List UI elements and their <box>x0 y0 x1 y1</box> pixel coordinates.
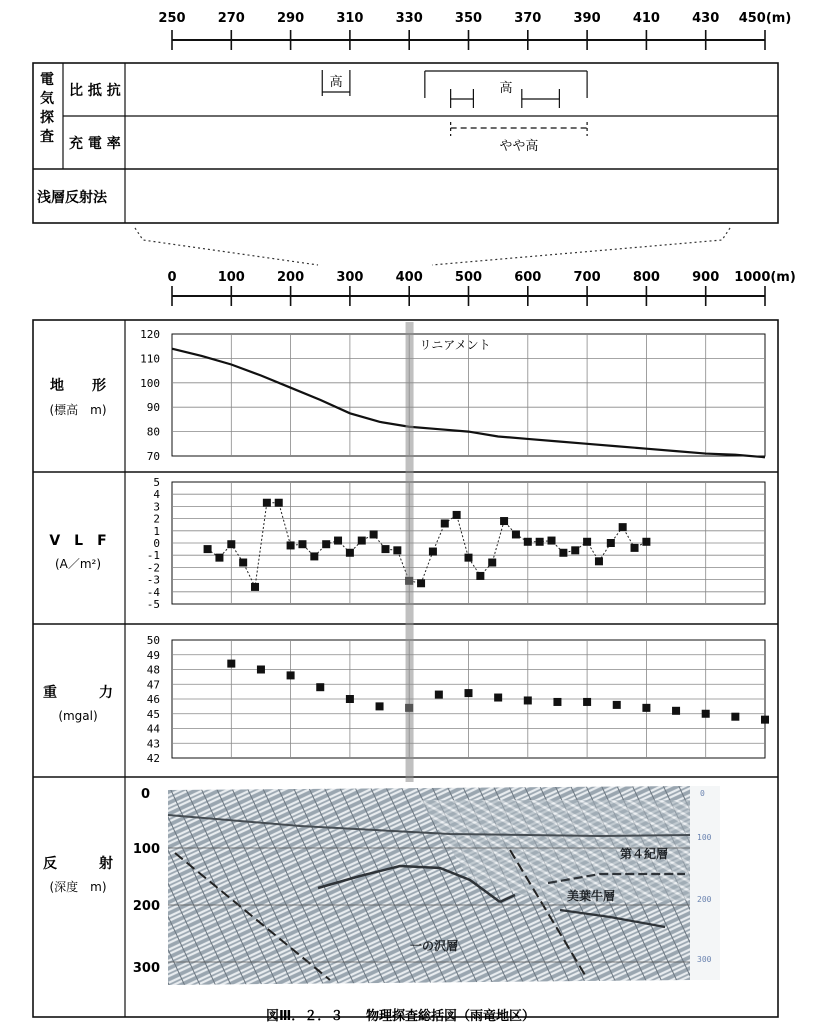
y-tick-label: 49 <box>146 648 160 662</box>
figure-number: 図Ⅲ．２．３ <box>266 1009 344 1024</box>
figure-title: 物理探査総括図（雨竜地区） <box>366 1009 536 1024</box>
vlf-point <box>571 546 579 554</box>
gravity-point <box>613 701 621 709</box>
electrical-group-label <box>40 71 54 145</box>
y-tick-label: 44 <box>146 722 160 736</box>
bottom-scale-tick-label: 800 <box>632 270 660 285</box>
top-scale-tick-label: 330 <box>395 11 423 26</box>
y-tick-label: 90 <box>146 401 160 415</box>
bottom-scale-tick-label: 600 <box>514 270 542 285</box>
y-tick-label: -2 <box>146 561 160 575</box>
vlf-point <box>263 499 271 507</box>
y-tick-label: 110 <box>140 352 160 366</box>
vlf-point <box>310 552 318 560</box>
vlf-point <box>512 530 520 538</box>
chargeability-label: 充 電 率 <box>69 136 121 152</box>
gravity-point <box>731 713 739 721</box>
svg-text:気: 気 <box>40 91 54 107</box>
reflection-rtick: 300 <box>697 955 712 964</box>
gravity-point <box>583 698 591 706</box>
vlf-point <box>595 557 603 565</box>
reflection-rtick: 100 <box>697 833 712 842</box>
bottom-scale-tick-label: 400 <box>395 270 423 285</box>
y-tick-label: 48 <box>146 663 160 677</box>
gravity-point <box>346 695 354 703</box>
chargeability-somewhat-high-label: やや高 <box>499 139 539 154</box>
vlf-point <box>227 540 235 548</box>
vlf-unit: (A／m²) <box>54 557 102 571</box>
gravity-point <box>761 716 769 724</box>
bottom-scale-tick-label: 900 <box>692 270 720 285</box>
vlf-point <box>204 545 212 553</box>
reflection-ytick: 0 <box>140 787 150 802</box>
bottom-scale-tick-label: 300 <box>336 270 364 285</box>
gravity-point <box>672 707 680 715</box>
vlf-point <box>358 537 366 545</box>
top-distance-scale <box>158 11 791 50</box>
top-scale-tick-label: 310 <box>336 11 364 26</box>
vlf-point <box>465 554 473 562</box>
y-tick-label: 42 <box>146 752 160 765</box>
vlf-point <box>607 539 615 547</box>
y-tick-label: 4 <box>153 488 160 502</box>
y-tick-label: 43 <box>146 737 160 751</box>
resistivity-marks <box>322 70 587 136</box>
vlf-point <box>524 538 532 546</box>
top-scale-tick-label: 370 <box>514 11 542 26</box>
vlf-point <box>476 572 484 580</box>
vlf-point <box>536 538 544 546</box>
y-tick-label: -3 <box>146 573 160 587</box>
gravity-point <box>316 683 324 691</box>
top-scale-tick-label: 270 <box>217 11 245 26</box>
vlf-point <box>298 540 306 548</box>
vlf-point <box>417 579 425 587</box>
vlf-point <box>548 537 556 545</box>
vlf-point <box>275 499 283 507</box>
y-tick-label: 120 <box>140 328 160 341</box>
vlf-point <box>287 541 295 549</box>
top-scale-tick-label: 390 <box>573 11 601 26</box>
y-tick-label: 100 <box>140 376 160 390</box>
vlf-point <box>441 519 449 527</box>
vlf-point <box>488 559 496 567</box>
terrain-unit: (標高 m) <box>49 403 107 417</box>
layer-ichinosawa-label: 一の沢層 <box>410 939 459 953</box>
gravity-point <box>257 666 265 674</box>
vlf-point <box>239 559 247 567</box>
terrain-label: 地 形 <box>50 378 106 394</box>
gravity-label: 重 力 <box>43 685 113 701</box>
y-tick-label: 70 <box>146 450 160 463</box>
electrical-survey-table <box>33 63 778 223</box>
bottom-scale-tick-label: 100 <box>217 270 245 285</box>
reflection-rtick: 0 <box>700 789 705 798</box>
reflection-unit: (深度 m) <box>49 880 107 894</box>
y-tick-label: 50 <box>146 634 160 647</box>
top-scale-tick-label: 290 <box>277 11 305 26</box>
top-scale-tick-label: 410 <box>632 11 660 26</box>
top-scale-tick-label: 430 <box>692 11 720 26</box>
vlf-point <box>559 549 567 557</box>
y-tick-label: -1 <box>146 549 160 563</box>
vlf-point <box>251 583 259 591</box>
vlf-point <box>346 549 354 557</box>
vlf-point <box>619 523 627 531</box>
top-scale-tick-label: 350 <box>454 11 483 26</box>
vlf-point <box>215 554 223 562</box>
vlf-point <box>322 540 330 548</box>
vlf-point <box>500 517 508 525</box>
gravity-point <box>494 694 502 702</box>
reflection-ytick: 200 <box>132 899 160 914</box>
vlf-label: V L F <box>49 533 107 549</box>
bottom-scale-tick-label: 200 <box>277 270 305 285</box>
shallow-reflection-label: 浅層反射法 <box>37 190 107 206</box>
reflection-section <box>133 786 720 985</box>
bottom-scale-tick-label: 1000(m) <box>734 270 796 285</box>
bottom-scale-tick-label: 500 <box>454 270 483 285</box>
svg-text:査: 査 <box>40 129 54 145</box>
gravity-point <box>227 660 235 668</box>
gravity-point <box>287 671 295 679</box>
lineament-label: リニアメント <box>419 338 491 352</box>
resistivity-high-label-1: 高 <box>329 75 343 90</box>
zoom-connector-lines <box>135 228 730 265</box>
resistivity-high-label-2: 高 <box>499 81 513 96</box>
svg-text:探: 探 <box>40 110 54 126</box>
y-tick-label: -4 <box>146 585 160 599</box>
y-tick-label: 1 <box>153 524 160 538</box>
vlf-point <box>381 545 389 553</box>
vlf-point <box>642 538 650 546</box>
vlf-point <box>370 530 378 538</box>
top-scale-tick-label: 250 <box>158 11 186 26</box>
vlf-point <box>334 537 342 545</box>
y-tick-label: 2 <box>153 512 160 526</box>
vlf-point <box>429 548 437 556</box>
bottom-scale-tick-label: 0 <box>167 270 177 285</box>
bottom-distance-scale <box>167 270 795 306</box>
gravity-unit: (mgal) <box>58 709 98 723</box>
reflection-ytick: 300 <box>132 961 160 976</box>
layer-quaternary-label: 第４紀層 <box>620 847 669 861</box>
gravity-point <box>553 698 561 706</box>
svg-text:電: 電 <box>40 72 54 88</box>
y-tick-label: 46 <box>146 693 160 706</box>
y-tick-label: 0 <box>153 537 160 550</box>
reflection-ytick: 100 <box>132 842 160 857</box>
reflection-label: 反 射 <box>43 856 113 872</box>
top-scale-tick-label: 450(m) <box>738 11 792 26</box>
y-tick-label: 5 <box>153 476 160 489</box>
gravity-point <box>524 696 532 704</box>
resistivity-label: 比 抵 抗 <box>69 83 121 99</box>
y-tick-label: -5 <box>146 598 160 611</box>
gravity-point <box>465 689 473 697</box>
gravity-point <box>376 702 384 710</box>
reflection-rtick: 200 <box>697 895 712 904</box>
gravity-point <box>702 710 710 718</box>
vlf-chart <box>147 476 765 611</box>
y-tick-label: 45 <box>146 707 160 721</box>
vlf-point <box>453 511 461 519</box>
gravity-point <box>642 704 650 712</box>
bottom-scale-tick-label: 700 <box>573 270 601 285</box>
gravity-point <box>435 691 443 699</box>
vlf-point <box>631 544 639 552</box>
y-tick-label: 3 <box>153 500 160 514</box>
y-tick-label: 80 <box>146 425 160 439</box>
vlf-point <box>393 546 401 554</box>
gravity-chart <box>147 634 769 765</box>
y-tick-label: 47 <box>146 678 160 692</box>
vlf-point <box>583 538 591 546</box>
layer-biyaushi-label: 美葉牛層 <box>567 889 616 903</box>
